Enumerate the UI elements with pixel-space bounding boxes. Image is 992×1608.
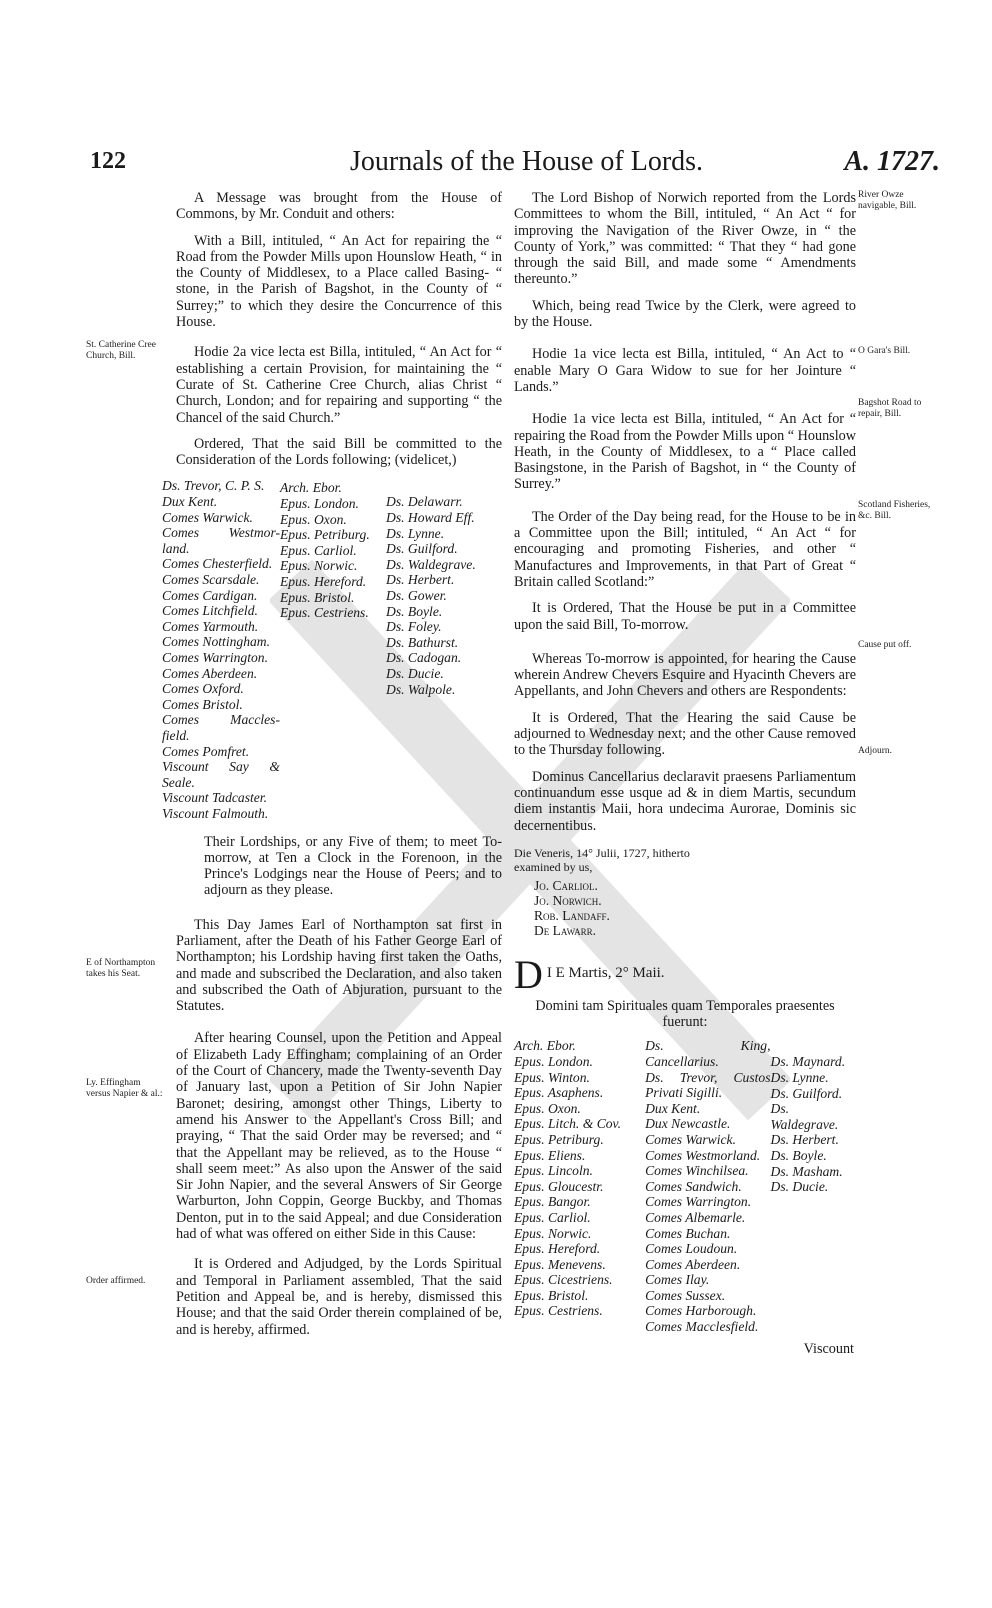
present-lord: Epus. Eliens. bbox=[514, 1147, 586, 1163]
present-lord: Epus. Winton. bbox=[514, 1069, 590, 1085]
committee-lord: Ds. Gower. bbox=[386, 588, 447, 604]
committee-lord: Epus. Hereford. bbox=[280, 574, 367, 590]
committee-lord: Comes Aberdeen. bbox=[162, 665, 258, 681]
page-header bbox=[90, 140, 940, 180]
present-lord: Comes Albemarle. bbox=[645, 1209, 746, 1225]
committee-lord: Epus. Norwic. bbox=[280, 558, 358, 574]
present-lord: Ds. Herbert. bbox=[770, 1132, 839, 1148]
paragraph-cause-order: It is Ordered, That the Hearing the said Cause be adjourned to Wednesday next; and the other Cause removed to the Thursday following. bbox=[514, 709, 856, 759]
paragraph-adjourn: Dominus Cancellarius declaravit praesens Parliamentum continuandum esse usque ad & in diem Martis, secundum diem instantis Maii, hora undecima Aurorae, Dominis sic decernentibus. bbox=[514, 768, 856, 834]
signature-line: Rob. Landaff. bbox=[534, 907, 610, 923]
committee-lord: Comes Cardigan. bbox=[162, 587, 258, 603]
present-col-1 bbox=[514, 1038, 645, 1334]
paragraph-message-bill: With a Bill, intituled, “ An Act for repairing the “ Road from the Powder Mills upon Hounslow Heath, “ in the County of Middlesex, to a Place called Basing- “ stone, in the Parish of Bagshot, in the County of “ Surrey;” to which they desire the Concurrence of this House. bbox=[176, 232, 502, 331]
present-heading: Domini tam Spirituales quam Temporales praesentes fuerunt: bbox=[535, 997, 835, 1031]
present-lord: Comes Warrington. bbox=[645, 1194, 752, 1210]
committee-lord: Comes Litchfield. bbox=[162, 603, 258, 619]
committee-lord: Ds. Boyle. bbox=[386, 603, 443, 619]
present-lord: Ds. Waldegrave. bbox=[770, 1101, 839, 1132]
paragraph-ogara: Hodie 1a vice lecta est Billa, intituled, “ An Act to “ enable Mary O Gara Widow to sue for her Jointure “ Lands.” bbox=[514, 346, 856, 395]
committee-lord: Comes Yarmouth. bbox=[162, 618, 259, 634]
committee-lord: Comes Scarsdale. bbox=[162, 572, 260, 588]
margin-note-cause: Cause put off. bbox=[858, 640, 912, 650]
present-lord: Comes Warwick. bbox=[645, 1131, 736, 1147]
present-lord: Comes Sussex. bbox=[645, 1287, 726, 1303]
present-lord: Ds. Boyle. bbox=[770, 1147, 827, 1163]
signature-line: De Lawarr. bbox=[534, 922, 597, 938]
page-number: 122 bbox=[90, 148, 126, 174]
present-lord: Dux Newcastle. bbox=[645, 1116, 731, 1132]
committee-lord: Viscount Tadcaster. bbox=[162, 790, 267, 806]
committee-lord: Comes Oxford. bbox=[162, 681, 244, 697]
margin-note-northampton: E of Northampton takes his Seat. bbox=[86, 958, 156, 979]
signature-line: Jo. Carliol. bbox=[534, 877, 598, 893]
paragraph-owze: The Lord Bishop of Norwich reported from the Lords Committees to whom the Bill, intituled, “ An Act “ for improving the Navigation of the River Owze, in “ the County of York,” was committed: “ That they “ had gone through the said Bill, and made some “ Amendments thereunto.” bbox=[514, 190, 856, 288]
page-year: A. 1727. bbox=[844, 146, 940, 177]
paragraph-effingham: After hearing Counsel, upon the Petition and Appeal of Elizabeth Lady Effingham; complaining of an Order of the Court of Chancery, made the Twenty-seventh Day of January last, upon a Petition of Sir John Napier Baronet; desiring, amongst other Things, Liberty to amend his Answer to the Appellant's Cross Bill; and praying, “ That the said Order may be reversed; and “ that the Appellant may be relieved, as to the House “ shall seem meet:” As also upon the Answer of the said Sir John Napier, and the several Answers of Sir George Warburton, John Coppin, George Buckby, and Thomas Denton, put in to the said Appeal; and due Consideration had of what was offered on either Side in this Cause: bbox=[176, 1030, 502, 1243]
committee-lord: Ds. Bathurst. bbox=[386, 634, 459, 650]
signatures bbox=[514, 878, 856, 938]
paragraph-cause: Whereas To-morrow is appointed, for hearing the Cause wherein Andrew Chevers Esquire and Hyacinth Chevers are Appellants, and John Chevers and others are Respondents: bbox=[514, 650, 856, 700]
date-heading bbox=[514, 958, 856, 992]
present-lord: Ds. Masham. bbox=[770, 1163, 843, 1179]
committee-lord: Epus. Bristol. bbox=[280, 589, 355, 605]
committee-lord: Comes Maccles- field. bbox=[162, 712, 280, 743]
committee-lords-list bbox=[162, 478, 502, 821]
committee-lord: Ds. Howard Eff. bbox=[386, 510, 475, 526]
present-col-3 bbox=[771, 1038, 857, 1334]
present-lords-list bbox=[514, 1038, 856, 1334]
present-lord: Ds. Lynne. bbox=[770, 1069, 829, 1085]
left-column bbox=[162, 190, 502, 1348]
present-lord: Ds. Maynard. bbox=[770, 1054, 846, 1070]
present-lord: Epus. Hereford. bbox=[514, 1241, 601, 1257]
paragraph-ordered-committee: Ordered, That the said Bill be committed to the Consideration of the Lords following; (videlicet,) bbox=[176, 435, 502, 469]
margin-note-adjourn: Adjourn. bbox=[858, 746, 893, 756]
right-column bbox=[514, 190, 856, 1357]
present-lord: Epus. Litch. & Cov. bbox=[514, 1116, 621, 1132]
present-col-2 bbox=[645, 1038, 770, 1334]
present-lord: Epus. Cestriens. bbox=[514, 1303, 603, 1319]
present-lord: Comes Loudoun. bbox=[645, 1241, 738, 1257]
margin-note-church: St. Catherine Cree Church, Bill. bbox=[86, 340, 156, 361]
committee-lord: Comes Westmor- land. bbox=[162, 525, 280, 556]
signature-line: Jo. Norwich. bbox=[534, 892, 602, 908]
present-lord: Epus. London. bbox=[514, 1053, 593, 1069]
committee-lord: Comes Nottingham. bbox=[162, 634, 270, 650]
paragraph-church-bill: Hodie 2a vice lecta est Billa, intituled, “ An Act for “ establishing a certain Provision, for maintaining the “ Curate of St. Catherine Cree Church, alias Christ “ Church, London; and for repairing and supporting “ the Chancel of the said Church.” bbox=[176, 344, 502, 426]
present-lord: Epus. Gloucestr. bbox=[514, 1178, 604, 1194]
paragraph-scotland: The Order of the Day being read, for the House to be in a Committee upon the Bill; intituled, “ An Act “ for encouraging and promoting Fisheries, and other “ Manufactures and Improvements, in that Part of Great “ Britain called Scotland:” bbox=[514, 508, 856, 590]
paragraph-committee-tomorrow: It is Ordered, That the House be put in a Committee upon the said Bill, To-morrow. bbox=[514, 600, 856, 633]
paragraph-northampton: This Day James Earl of Northampton sat first in Parliament, after the Death of his Father George Earl of Northampton; his Lordship having first taken the Oaths, and made and subscribed the Declaration, and also taken and subscribed the Oath of Abjuration, pursuant to the Statutes. bbox=[176, 916, 502, 1015]
paragraph-lordships-meet: Their Lordships, or any Five of them; to meet To-morrow, at Ten a Clock in the Forenoon, in the Prince's Lodgings near the House of Peers; and to adjourn as they please. bbox=[204, 833, 502, 899]
date-dropcap: D bbox=[514, 957, 543, 992]
present-lord: Comes Sandwich. bbox=[645, 1178, 742, 1194]
margin-note-scotland: Scotland Fisheries, &c. Bill. bbox=[858, 500, 931, 521]
present-lord: Comes Harborough. bbox=[645, 1303, 757, 1319]
present-lord: Epus. Menevens. bbox=[514, 1256, 606, 1272]
paragraph-agreed: Which, being read Twice by the Clerk, were agreed to by the House. bbox=[514, 297, 856, 331]
present-lord: Ds. Ducie. bbox=[770, 1179, 829, 1195]
committee-lord: Ds. Lynne. bbox=[386, 525, 445, 541]
committee-lord: Ds. Foley. bbox=[386, 619, 442, 635]
committee-lord: Comes Pomfret. bbox=[162, 743, 250, 759]
margin-note-effingham: Ly. Effingham versus Napier & al.: bbox=[86, 1078, 163, 1099]
margin-note-ogara: O Gara's Bill. bbox=[858, 346, 911, 356]
committee-lord: Ds. Herbert. bbox=[386, 572, 455, 588]
committee-col-3 bbox=[386, 478, 496, 821]
committee-lord: Comes Warrington. bbox=[162, 649, 268, 665]
present-lord: Comes Buchan. bbox=[645, 1225, 731, 1241]
margin-note-owze: River Owze navigable, Bill. bbox=[858, 190, 917, 211]
present-lord: Epus. Carliol. bbox=[514, 1209, 591, 1225]
committee-lord: Viscount Falmouth. bbox=[162, 805, 269, 821]
committee-lord: Ds. Ducie. bbox=[386, 665, 444, 681]
committee-lord: Viscount Say & Seale. bbox=[162, 759, 280, 790]
present-lord: Ds. King, Cancellarius. bbox=[645, 1038, 771, 1069]
committee-lord: Epus. Oxon. bbox=[280, 511, 347, 527]
committee-lord: Comes Bristol. bbox=[162, 696, 243, 712]
committee-lord: Epus. Carliol. bbox=[280, 542, 357, 558]
committee-lord: Ds. Trevor, C. P. S. bbox=[162, 478, 265, 494]
committee-lord: Ds. Delawarr. bbox=[386, 494, 463, 510]
present-lord: Comes Aberdeen. bbox=[645, 1256, 741, 1272]
committee-lord: Comes Chesterfield. bbox=[162, 556, 273, 572]
present-lord: Comes Winchilsea. bbox=[645, 1163, 749, 1179]
present-lord: Epus. Lincoln. bbox=[514, 1163, 593, 1179]
committee-lord: Epus. Cestriens. bbox=[280, 605, 369, 621]
committee-lord: Arch. Ebor. bbox=[280, 480, 342, 496]
committee-lord: Dux Kent. bbox=[162, 494, 218, 510]
committee-col-2 bbox=[280, 478, 386, 821]
running-title: Journals of the House of Lords. bbox=[350, 146, 704, 177]
paragraph-affirmed: It is Ordered and Adjudged, by the Lords Spiritual and Temporal in Parliament assembled, That the said Petition and Appeal be, and is hereby, dismissed this House; and that the said Order therein complained of be, and is hereby, affirmed. bbox=[176, 1256, 502, 1338]
present-lord: Comes Ilay. bbox=[645, 1272, 710, 1288]
paragraph-bagshot: Hodie 1a vice lecta est Billa, intituled, “ An Act for “ repairing the Road from the Powder Mills upon “ Hounslow Heath, in the County of Middlesex, to a “ Place called Basingstone, in the Parish of Bagshot, in “ the County of Surrey.” bbox=[514, 411, 856, 493]
committee-lord: Ds. Waldegrave. bbox=[386, 556, 476, 572]
present-lord: Dux Kent. bbox=[645, 1100, 701, 1116]
present-lord: Epus. Cicestriens. bbox=[514, 1272, 613, 1288]
committee-lord: Comes Warwick. bbox=[162, 509, 253, 525]
paragraph-examined: Die Veneris, 14° Julii, 1727, hitherto examined by us, bbox=[514, 845, 690, 874]
margin-note-bagshot: Bagshot Road to repair, Bill. bbox=[858, 398, 922, 419]
margin-note-affirmed: Order affirmed. bbox=[86, 1276, 146, 1286]
committee-lord: Ds. Cadogan. bbox=[386, 650, 462, 666]
present-lord: Comes Westmorland. bbox=[645, 1147, 761, 1163]
present-lord: Epus. Asaphens. bbox=[514, 1085, 604, 1101]
present-lord: Epus. Bangor. bbox=[514, 1194, 591, 1210]
catchword: Viscount bbox=[803, 1340, 854, 1357]
present-lord: Epus. Bristol. bbox=[514, 1287, 589, 1303]
paragraph-message: A Message was brought from the House of Commons, by Mr. Conduit and others: bbox=[176, 190, 502, 223]
committee-lord: Ds. Walpole. bbox=[386, 681, 456, 697]
date-heading-text: I E Martis, 2° Maii. bbox=[546, 964, 665, 981]
present-lord: Epus. Petriburg. bbox=[514, 1131, 604, 1147]
present-lord: Epus. Norwic. bbox=[514, 1225, 592, 1241]
present-lord: Ds. Guilford. bbox=[770, 1085, 843, 1101]
present-lord: Arch. Ebor. bbox=[514, 1038, 576, 1054]
present-lord: Comes Macclesfield. bbox=[645, 1319, 759, 1335]
present-lord: Epus. Oxon. bbox=[514, 1100, 581, 1116]
committee-lord: Epus. Petriburg. bbox=[280, 527, 370, 543]
committee-lord: Ds. Guilford. bbox=[386, 541, 458, 557]
committee-lord: Epus. London. bbox=[280, 496, 359, 512]
present-lord: Ds. Trevor, Custos Privati Sigilli. bbox=[645, 1069, 771, 1101]
committee-col-1 bbox=[162, 478, 280, 821]
